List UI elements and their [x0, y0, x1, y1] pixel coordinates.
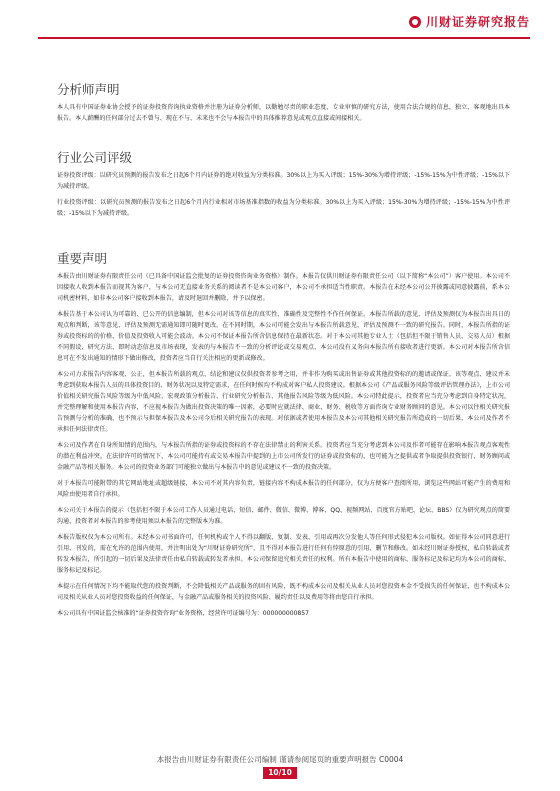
page-header [0, 0, 560, 44]
industry-rating-text: 行业投资评级：以研究员预测的报告发布之日起6个月内行业相对市场基准指数的收益为分类标准。30%以上为买入评级；15%-30%为增持评级；-15%-15%为中性评级；-15%以下为减持评级。 [57, 199, 510, 217]
disclaimer-section [57, 249, 510, 619]
page-footer-note: 本报告由川财证券有限责任公司编制 谨请参阅尾页的重要声明报告 C0004 [156, 755, 404, 764]
license-statement: 本公司具有中国证监会核准的“证券投资咨询”业务资格，经营许可证编号为：000000000857 [57, 610, 309, 617]
analyst-title: 分析师声明 [57, 82, 120, 97]
rating-section [57, 148, 510, 219]
header-rule [38, 37, 530, 39]
stock-rating-text: 证券投资评级：以研究员预测的报告发布之日起6个月内证券的绝对收益为分类标准。30%以上为买入评级；15%-30%为增持评级；-15%-15%为中性评级；-15%以下为减持评级。 [57, 172, 510, 190]
main-content [57, 80, 510, 631]
disclaimer-paragraph: 本报告版权仅为本公司所有。未经本公司书面许可，任何机构或个人不得以翻版、复制、发表、引用或再次分发他人等任何形式侵犯本公司版权。如征得本公司同意进行引用、刊发的，需在允许的范围内使用，并注明出处为“川财证券研究所”，且不得对本报告进行任何有悖原意的引用、删节和修改。如未经川财证券授权，私自转载或者转发本报告，所引起的一切后果及法律责任由私自转载或转发者承担。本公司保留追究相关责任的权利。所有本报告中使用的商标、服务标记及标记均为本公司的商标、服务标记及标记。 [57, 534, 510, 574]
disclaimer-paragraph: 本公司力求报告内容客观、公正，但本报告所载的观点、结论和建议仅供投资者参考之用，并非作为购买或出售证券或其他投资标的的邀请或保证。该等观点、建议并未考虑到获取本报告人员的具体投资目的、财务状况以及特定需求，在任何时候均不构成对客户私人投资建议。根据本公司《产品或服务风险等级评估管理办法》，上市公司价值相关研究报告风险等级为中低风险，宏观政策分析报告、行业研究分析报告、其他报告风险等级为低风险。本公司特此提示，投资者应当充分考虑到自身特定状况，并完整理解和使用本报告内容，不应视本报告为做出投资决策的唯一因素，必要时应就法律、商业、财务、税收等方面咨询专业财务顾问的意见。本公司以往相关研究报告预测与分析的准确，也不预示与担保本报告及本公司今后相关研究报告的表现。对依据或者使用本报告及本公司其他相关研究报告所造成的一切后果，本公司及作者不承担任何法律责任。 [57, 371, 510, 433]
brand [409, 13, 530, 30]
page-number-badge: 10/10 [263, 767, 297, 779]
brand-logo-icon [409, 16, 421, 28]
rating-title: 行业公司评级 [57, 150, 133, 165]
disclaimer-paragraph: 对于本报告可能附带的其它网站地址或超级链接，本公司不对其内容负责，链接内容不构成本报告的任何部分，仅为方便客户查阅所用，浏览这些网站可能产生的费用和风险由使用者自行承担。 [57, 480, 510, 498]
brand-name: 川财证券研究报告 [425, 15, 530, 29]
analyst-section [57, 80, 510, 124]
disclaimer-paragraph: 本报告由川财证券有限责任公司（已具备中国证监会批复的证券投资咨询业务资格）制作。本报告仅供川财证券有限责任公司（以下简称“本公司”）客户使用。本公司不因接收人收到本报告而视其为客户，与本公司无直接业务关系的阅读者不是本公司客户，本公司不承担适当性职责。本报告在未经本公司公开披露或同意披露前，系本公司机密材料，如非本公司客户接收到本报告，请及时退回并删除，并予以保密。 [57, 273, 510, 302]
disclaimer-paragraph: 本公司及作者在自身所知情的范围内，与本报告所指的证券或投资标的不存在法律禁止的利害关系。投资者应当充分考虑到本公司及作者可能存在影响本报告观点客观性的潜在利益冲突。在法律许可的情况下，本公司可能持有或交易本报告中提到的上市公司所发行的证券或投资标的，也可能为之提供或者争取提供投资银行、财务顾问或金融产品等相关服务。本公司的投资业务部门可能独立做出与本报告中的意见或建议不一致的投资决策。 [57, 442, 510, 471]
disclaimer-paragraph: 本提示在任何情况下均不能取代您的投资判断，不会降低相关产品或服务的固有风险，既不构成本公司及相关从业人员对您投资本金不受损失的任何保证，也不构成本公司及相关从业人员对您投资收益的任何保证，与金融产品或服务相关的投资风险、履约责任以及费用等将由您自行承担。 [57, 583, 510, 601]
disclaimer-paragraph: 本报告基于本公司认为可靠的、已公开的信息编制，但本公司对该等信息的真实性、准确性及完整性不作任何保证。本报告所载的意见、评估及预测仅为本报告出具日的观点和判断，该等意见、评估及预测无需通知即可随时更改。在不同时期，本公司可能会发出与本报告所载意见、评估及预测不一致的研究报告。同时，本报告所指的证券或投资标的的价格、价值及投资收入可能会波动。本公司不保证本报告所含信息保持在最新状态。对于本公司其他专业人士（包括但不限于销售人员、交易人员）根据不同假设、研究方法、即时动态信息及市场表现，发表的与本报告不一致的分析评论或交易观点，本公司没有义务向本报告所有接收者进行更新。本公司对本报告所含信息可在不发出通知的情形下做出修改，投资者应当自行关注相应的更新或修改。 [57, 311, 510, 362]
disclaimer-title: 重要声明 [57, 251, 108, 266]
analyst-body: 本人具有中国证券业协会授予的证券投资咨询执业资格并注册为证券分析师，以勤勉尽责的职业态度、专业审慎的研究方法，使用合法合规的信息，独立、客观地出具本报告。本人薪酬的任何部分过去不曾与、现在不与、未来也不会与本报告中的具体推荐意见或观点直接或间接相关。 [57, 104, 510, 122]
disclaimer-paragraph: 本公司关于本报告的提示（包括但不限于本公司工作人员通过电话、短信、邮件、微信、微博、博客、QQ、视频网站、百度官方贴吧、论坛、BBS）仅为研究观点的简要沟通，投资者对本报告的参考使用须以本报告的完整版本为准。 [57, 507, 510, 525]
